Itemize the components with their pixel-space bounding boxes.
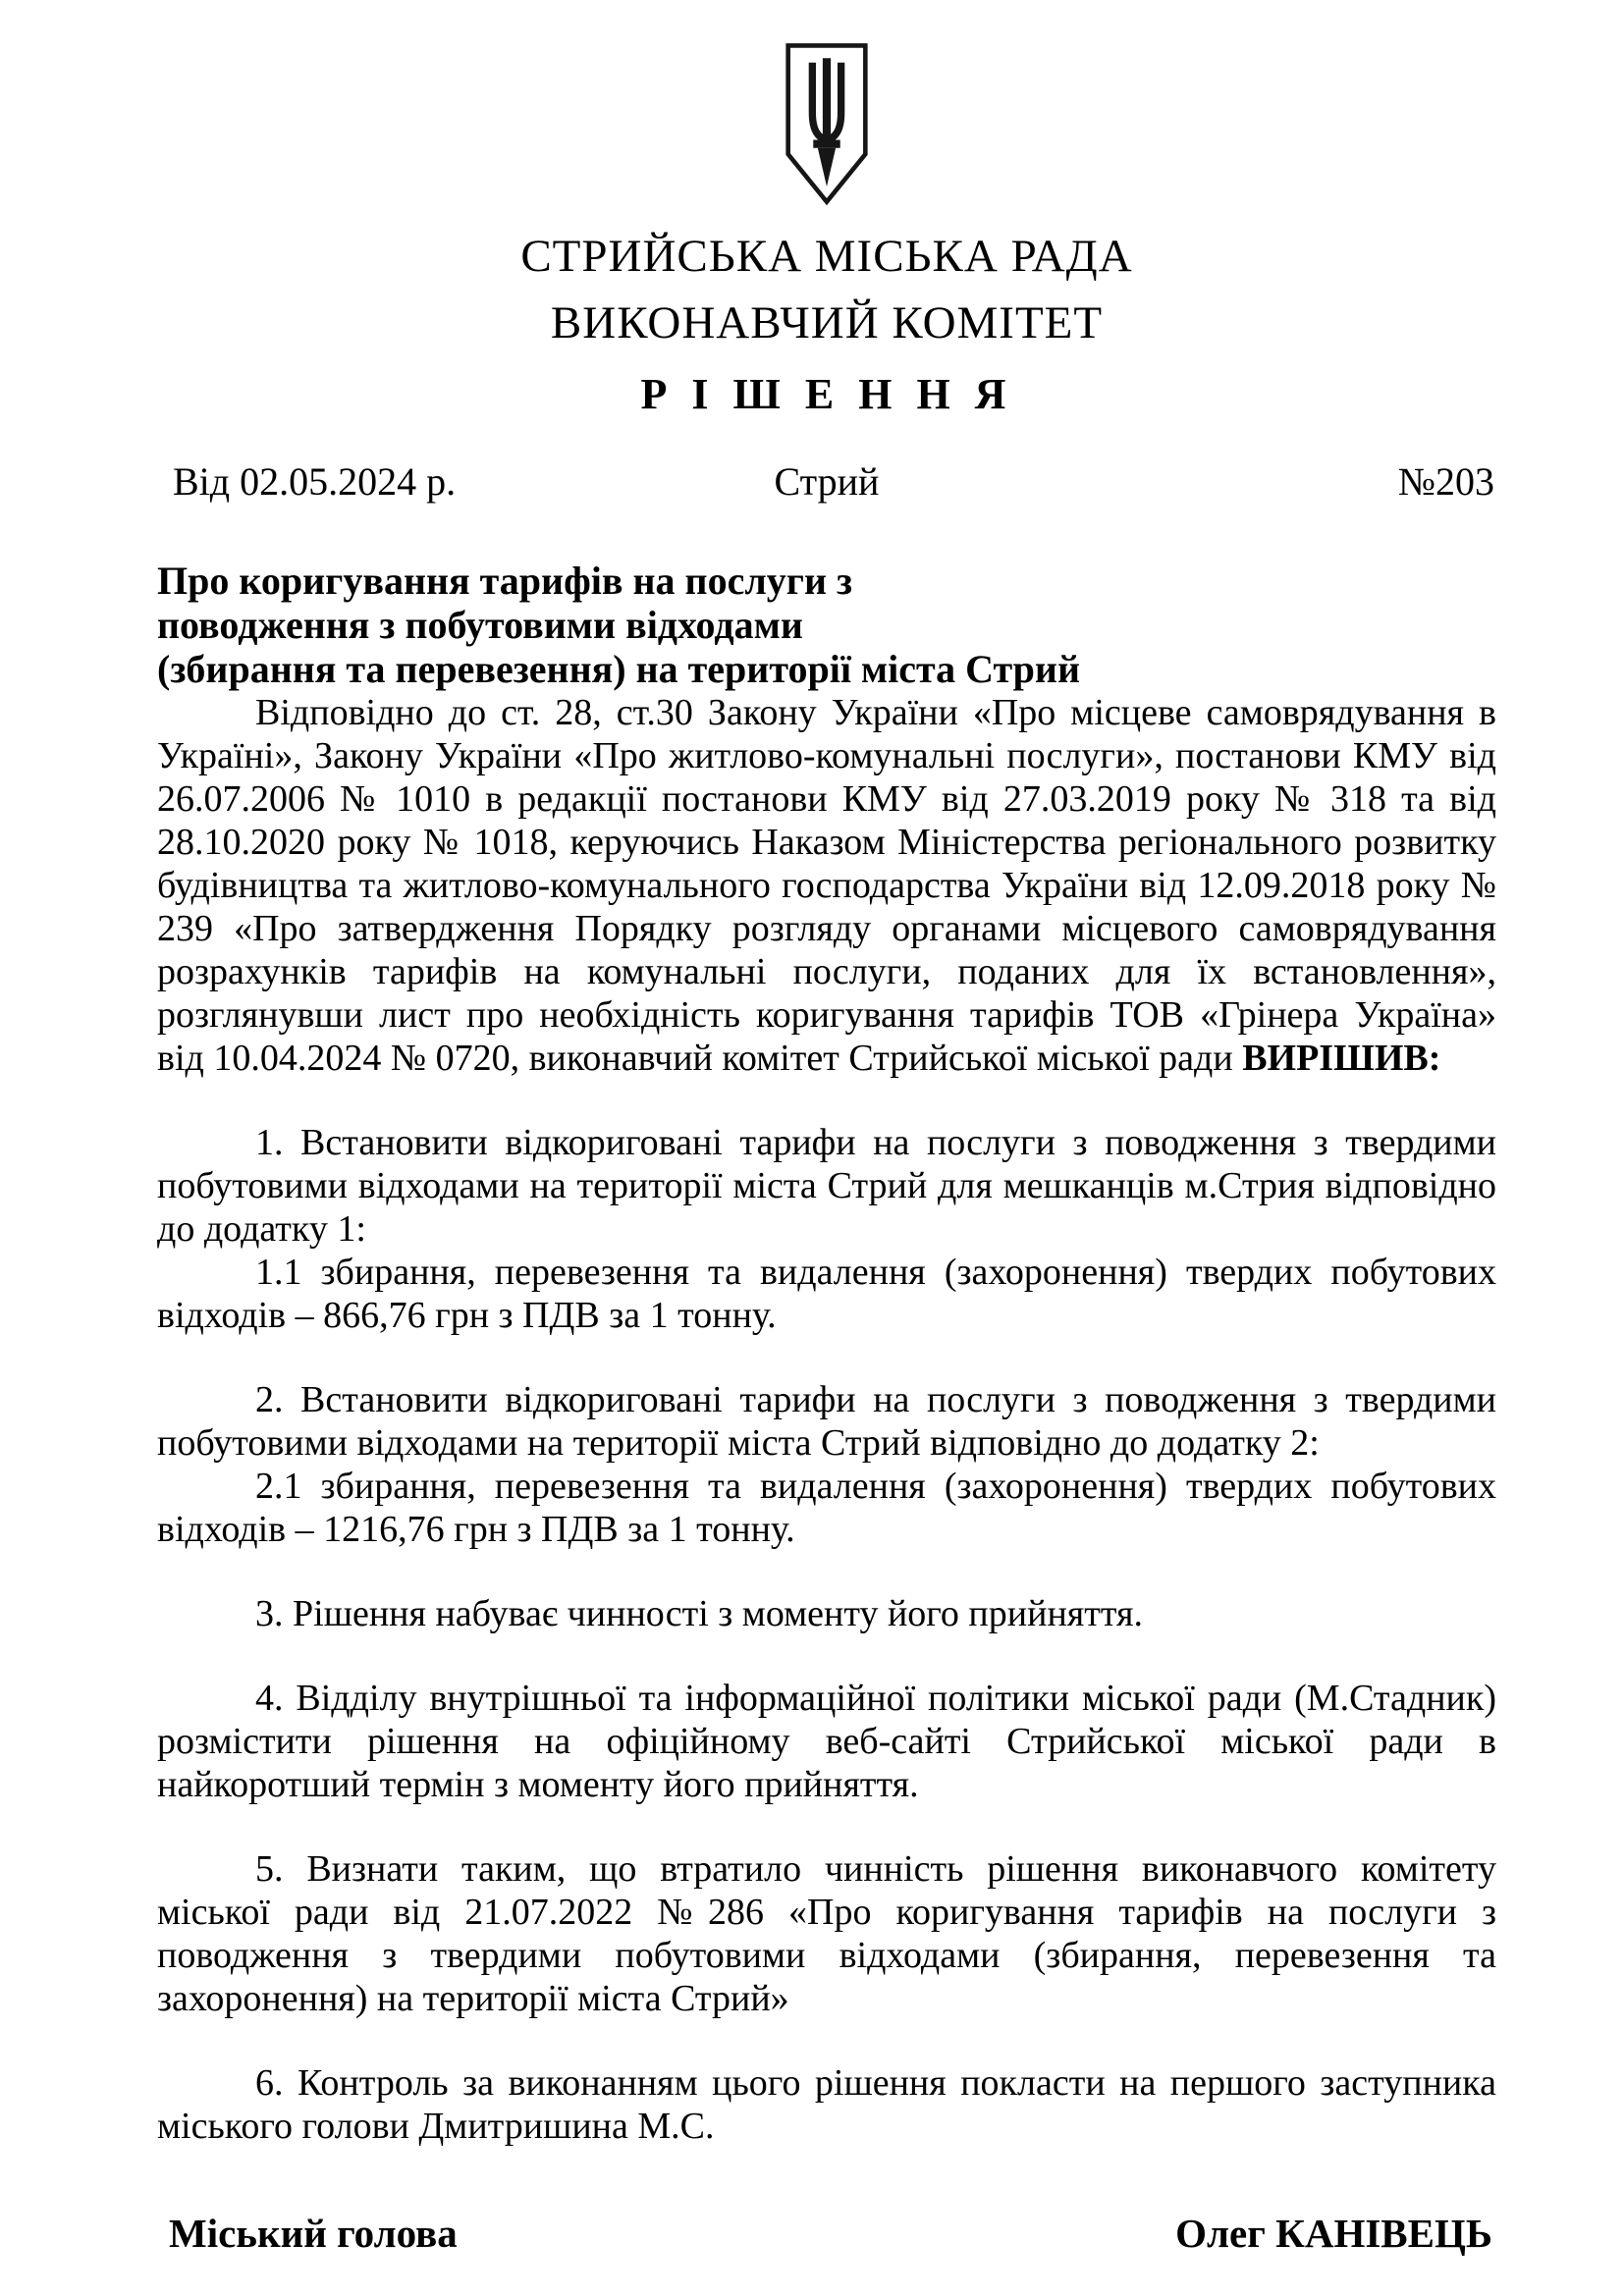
resolution-paragraph: 2. Встановити відкориговані тарифи на послуги з поводження з твердими побутовими відходами на території міста Стрий відповідно до додатку 2: xyxy=(157,1379,1496,1464)
document-place: Стрий xyxy=(774,459,880,504)
document-body xyxy=(157,691,1496,2148)
signature-row xyxy=(157,2210,1496,2257)
resolution-paragraph: 4. Відділу внутрішньої та інформаційної політики міської ради (М.Стадник) розмістити рішення на офіційному веб-сайті Стрийської міської ради в найкоротший термін з моменту його прийняття. xyxy=(157,1678,1496,1805)
resolution-paragraph: 2.1 збирання, перевезення та видалення (захоронення) твердих побутових відходів – 1216,76 грн з ПДВ за 1 тонну. xyxy=(157,1466,1496,1550)
department-name: ВИКОНАВЧИЙ КОМІТЕТ xyxy=(550,297,1104,348)
resolution-paragraph: 1. Встановити відкориговані тарифи на послуги з поводження з твердими побутовими відходами на території міста Стрий для мешканців м.Стрия відповідно до додатку 1: xyxy=(157,1122,1496,1250)
resolution-paragraph: 5. Визнати таким, що втратило чинність рішення виконавчого комітету міської ради від 21.07.2022 №286 «Про коригування тарифів на послуги з поводження з твердими побутовими відходами (збирання, перевезення та захоронення) на території міста Стрий» xyxy=(157,1848,1496,2019)
preamble-text: Відповідно до ст. 28, ст.30 Закону України «Про місцеве самоврядування в Україні», Закону України «Про житлово-комунальні послуги», постанови КМУ від 26.07.2006 № 1010 в редакції постанови КМУ від 27.03.2019 року № 318 та від 28.10.2020 року № 1018, керуючись Наказом Міністерства регіонального розвитку будівництва та житлово-комунального господарства України від 12.09.2018 року № 239 «Про затвердження Порядку розгляду органами місцевого самоврядування розрахунків тарифів на комунальні послуги, поданих для їх встановлення», розглянувши лист про необхідність коригування тарифів ТОВ «Грінера Україна» від 10.04.2024 № 0720, виконавчий комітет Стрийської міської ради xyxy=(157,692,1496,1079)
organization-name: СТРИЙСЬКА МІСЬКА РАДА xyxy=(520,231,1133,282)
document-type-title: Р І Ш Е Н Н Я xyxy=(640,370,1013,418)
preamble-emphasis: ВИРІШИВ: xyxy=(1242,1038,1441,1079)
preamble-paragraph xyxy=(157,691,1496,1080)
decision-subject-line: (збирання та перевезення) на території міста Стрий xyxy=(157,647,1081,691)
resolution-items xyxy=(157,1121,1496,2148)
signatory-position: Міський голова xyxy=(169,2211,458,2256)
decision-subject-line: Про коригування тарифів на послуги з xyxy=(157,559,853,603)
document-number: №203 xyxy=(1397,459,1494,504)
resolution-paragraph: 1.1 збирання, перевезення та видалення (захоронення) твердих побутових відходів – 866,76 грн з ПДВ за 1 тонну. xyxy=(157,1252,1496,1336)
decision-subject-line: поводження з побутовими відходами xyxy=(157,603,803,647)
document-date: Від 02.05.2024 р. xyxy=(173,459,457,504)
signatory-name: Олег КАНІВЕЦЬ xyxy=(1175,2211,1492,2256)
resolution-paragraph: 3. Рішення набуває чинності з моменту його прийняття. xyxy=(255,1593,1143,1634)
document-header xyxy=(157,39,1496,419)
document-meta-row xyxy=(157,458,1496,506)
resolution-paragraph: 6. Контроль за виконанням цього рішення покласти на першого заступника міського голови Дмитришина М.С. xyxy=(157,2062,1496,2147)
ukraine-trident-shield-icon xyxy=(780,39,874,208)
decision-subject xyxy=(157,559,1496,691)
